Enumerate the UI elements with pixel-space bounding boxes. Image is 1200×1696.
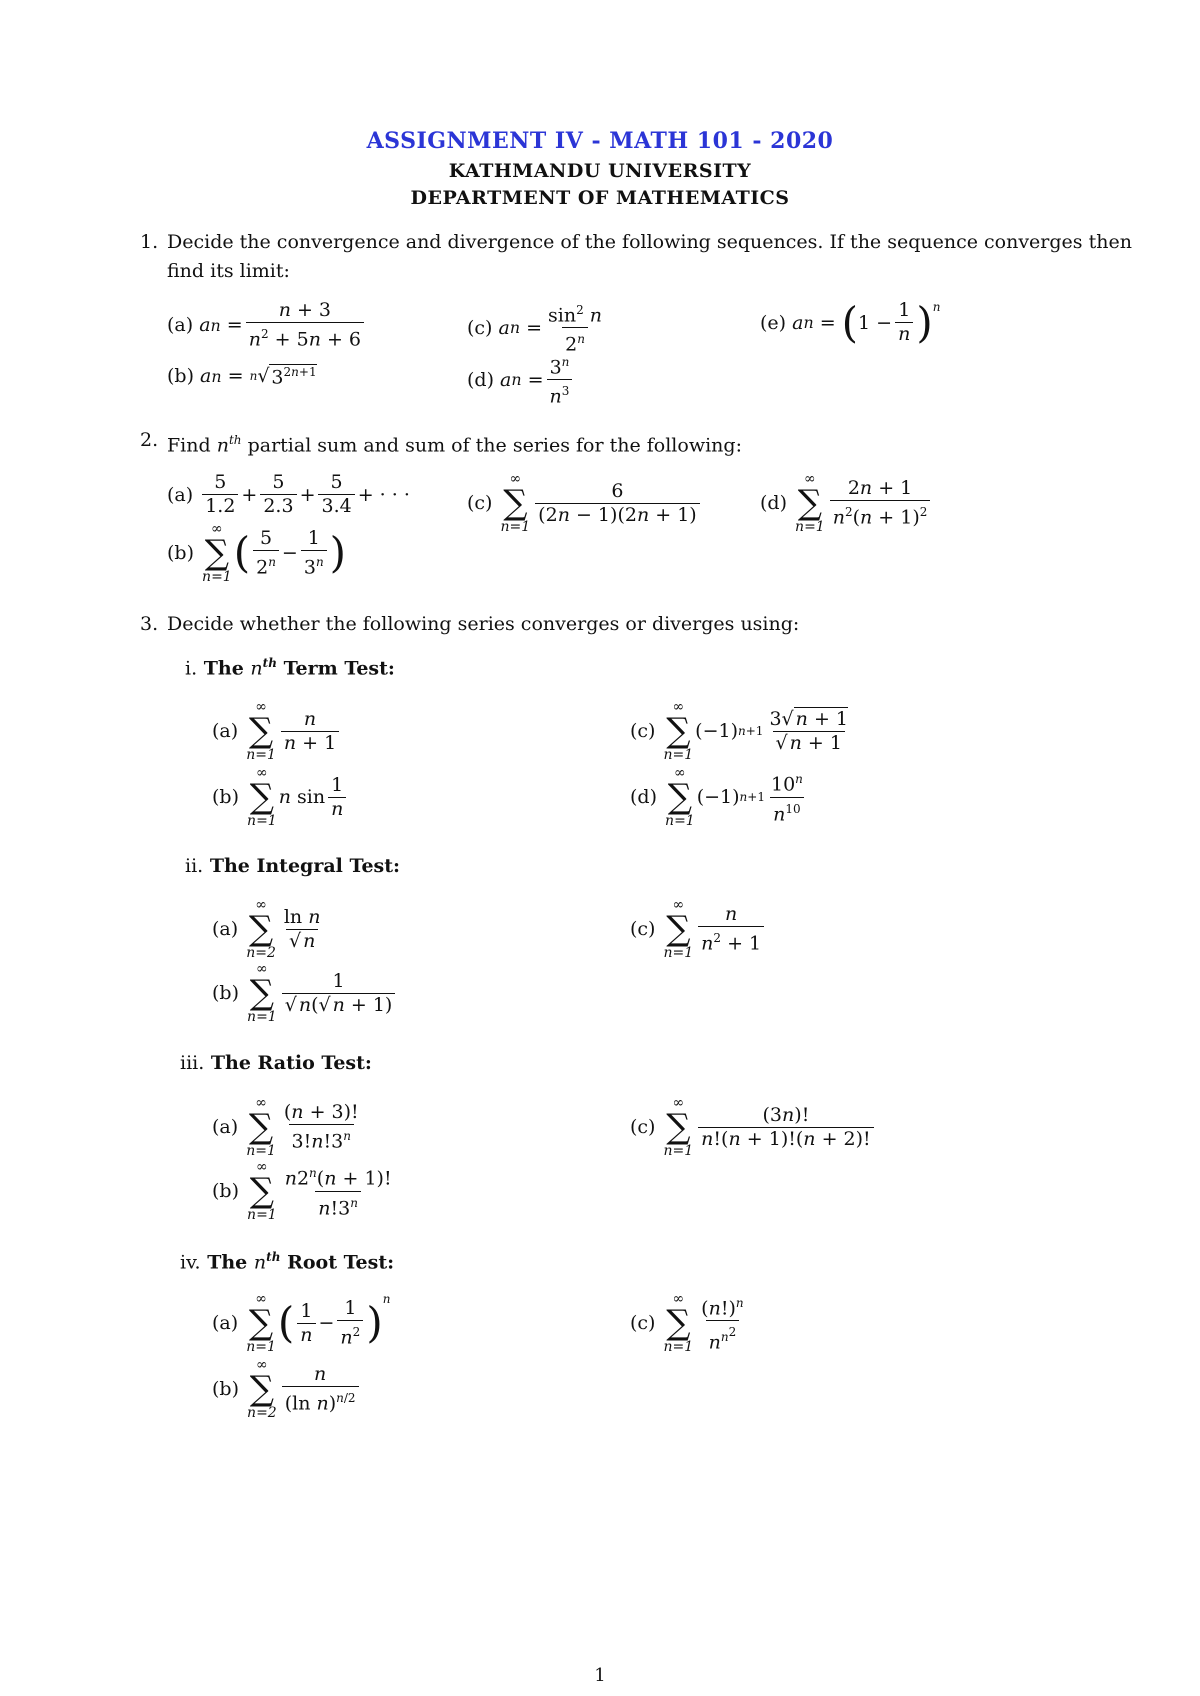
q3-iii-c-expression: (c) ∞ ∑ n=1 (3n)! n!(n + 1)!(n + 2)! — [630, 1096, 877, 1158]
q2-number: 2. — [140, 429, 159, 451]
q2b-expression: (b) ∞ ∑ n=1 ( 5 2$^n$ − 1 3$^n$ ) — [167, 521, 347, 585]
test-i-num: i. — [185, 657, 198, 680]
q3-ii-a-label: (a) — [212, 918, 239, 940]
test-iv-pre: The — [207, 1251, 248, 1274]
test-i-pre: The — [203, 657, 244, 680]
q2a-expression: (a) 5 1.2 + 5 2.3 + 5 3.4 + · · · — [167, 471, 410, 517]
test-iii-title: The Ratio Test: — [210, 1052, 372, 1074]
q3-ii-b-expression: (b) ∞ ∑ n=1 1 √ n(√ n + 1) — [212, 962, 398, 1024]
q3-iv-b-label: (b) — [212, 1378, 239, 1400]
q1d-label: (d) — [467, 368, 494, 391]
q3-iii-b-label: (b) — [212, 1180, 239, 1202]
q3-i-d-expression: (d) ∞ ∑ n=1 (−1) n+1 10$^n$ $n^{10}$ — [630, 765, 803, 829]
q3-ii-c-expression: (c) ∞ ∑ n=1 n $n^2 + 1$ — [630, 898, 767, 960]
q2a-label: (a) — [167, 483, 194, 506]
test-nth-root-heading: iv. The $n^{th}$ Root Test: — [180, 1250, 395, 1274]
q3-i-c-expression: (c) ∞ ∑ n=1 (−1) n+1 3√ n + 1 √ n + 1 — [630, 699, 848, 763]
q1-text-line2: find its limit: — [167, 260, 290, 282]
q1c-label: (c) — [467, 316, 493, 339]
test-ii-num: ii. — [185, 855, 204, 877]
q3-iv-c-expression: (c) ∞ ∑ n=1 $(n!)^n$ $n^{n^2}$ — [630, 1291, 744, 1355]
q2b-label: (b) — [167, 542, 194, 564]
q1a-label: (a) — [167, 314, 194, 337]
department-name: DEPARTMENT OF MATHEMATICS — [410, 187, 790, 209]
q2c-label: (c) — [467, 492, 493, 514]
q2-text: Find $n^{th}$ partial sum and sum of the series for the following: — [167, 433, 742, 457]
q3-iv-b-expression: (b) ∞ ∑ n=2 n (ln n)$^{n/2}$ — [212, 1358, 362, 1420]
q3-i-a-label: (a) — [212, 720, 239, 742]
q1b-expression: (b) a n = n √ $3^{2n+1}$ — [167, 365, 317, 389]
q3-ii-c-label: (c) — [630, 918, 656, 940]
q3-number: 3. — [140, 613, 159, 635]
document-title: ASSIGNMENT IV - MATH 101 - 2020 — [366, 128, 834, 154]
q3-iv-a-expression: (a) ∞ ∑ n=1 ( 1 n − 1 $n^2$ ) $^n$ — [212, 1291, 391, 1355]
q1c-expression: (c) a n = $\sin^2 n$ 2$^n$ — [467, 303, 603, 356]
test-iv-num: iv. — [180, 1251, 201, 1274]
q3-i-b-expression: (b) ∞ ∑ n=1 n sin 1 n — [212, 766, 349, 828]
q1b-label: (b) — [167, 365, 194, 388]
q3-iv-a-label: (a) — [212, 1312, 239, 1334]
q3-i-b-label: (b) — [212, 786, 239, 808]
q3-text: Decide whether the following series converges or diverges using: — [167, 613, 800, 635]
q2-text-pre: Find — [167, 434, 211, 457]
q3-i-d-label: (d) — [630, 786, 657, 808]
q1e-expression: (e) a n = ( 1 − 1 n ) $^n$ — [760, 297, 941, 347]
q3-iii-c-label: (c) — [630, 1116, 656, 1138]
test-ii-title: The Integral Test: — [209, 855, 401, 877]
q3-iii-b-expression: (b) ∞ ∑ n=1 $n2^n(n + 1)$! n!3$^n$ — [212, 1159, 392, 1223]
q3-ii-b-label: (b) — [212, 982, 239, 1004]
q1-number: 1. — [140, 231, 159, 253]
test-nth-term-heading: i. The $n^{th}$ Term Test: — [185, 656, 395, 680]
q1-text-line1: Decide the convergence and divergence of the following sequences. If the sequence converges then — [167, 231, 1132, 253]
q3-i-a-expression: (a) ∞ ∑ n=1 n n + 1 — [212, 700, 342, 762]
q3-ii-a-expression: (a) ∞ ∑ n=2 ln n √ n — [212, 897, 321, 961]
q3-iii-a-expression: (a) ∞ ∑ n=1 (n + 3)! 3!n!3$^n$ — [212, 1095, 359, 1159]
test-ratio-heading — [180, 1052, 372, 1074]
test-i-post: Term Test: — [283, 657, 395, 680]
test-iv-post: Root Test: — [287, 1251, 395, 1274]
test-integral-heading — [185, 855, 400, 877]
test-iii-num: iii. — [180, 1052, 205, 1074]
q2d-expression: (d) ∞ ∑ n=1 2n + 1 $n^2(n + 1)^2$ — [760, 472, 933, 534]
q2-text-post: partial sum and sum of the series for the following: — [247, 434, 742, 457]
q2d-label: (d) — [760, 492, 787, 514]
q1a-expression: (a) a n = n + 3 $n^2 + 5n + 6$ — [167, 300, 367, 350]
q3-i-c-label: (c) — [630, 720, 656, 742]
q1e-label: (e) — [760, 311, 787, 334]
q3-iv-c-label: (c) — [630, 1312, 656, 1334]
q1d-expression: (d) a n = $3^n$ $n^3$ — [467, 352, 575, 408]
university-name: KATHMANDU UNIVERSITY — [448, 160, 752, 182]
page-number: 1 — [594, 1665, 606, 1686]
q2c-expression: (c) ∞ ∑ n=1 6 (2n − 1)(2n + 1) — [467, 472, 703, 534]
q3-iii-a-label: (a) — [212, 1116, 239, 1138]
